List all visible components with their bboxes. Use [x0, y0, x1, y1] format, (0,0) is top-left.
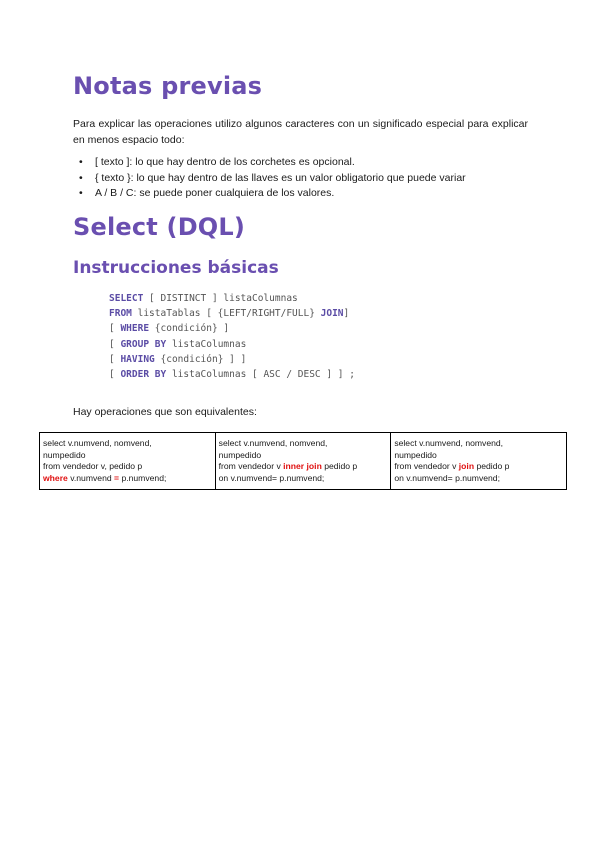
- code-text: {condición} ] ]: [154, 353, 247, 365]
- sql-keyword: HAVING: [120, 353, 155, 365]
- table-cell: [40, 433, 216, 490]
- cell-text: from vendedor v, pedido p: [43, 461, 143, 472]
- list-item-text: [ texto ]: lo que hay dentro de los corchetes es opcional.: [95, 156, 355, 168]
- code-line: [109, 306, 355, 321]
- comparison-table: [39, 432, 567, 490]
- code-line: [109, 352, 355, 367]
- cell-text: on v.numvend= p.numvend;: [218, 472, 325, 483]
- code-text: [: [109, 353, 121, 365]
- cell-line: numpedido: [394, 449, 437, 460]
- code-line: [109, 337, 355, 352]
- cell-line: select v.numvend, nomvend,: [43, 438, 152, 448]
- list-item: [73, 171, 466, 187]
- list-item: [73, 186, 466, 202]
- highlight-operator: =: [114, 472, 120, 483]
- cell-line: select v.numvend, nomvend,: [394, 438, 504, 448]
- code-text: listaColumnas: [166, 338, 247, 350]
- cell-text: on v.numvend= p.numvend;: [394, 472, 500, 483]
- table-row: [40, 433, 567, 490]
- code-line: [109, 367, 355, 382]
- code-line: [109, 321, 355, 336]
- bullet-icon: •: [79, 187, 83, 199]
- code-text: [ DISTINCT ] listaColumnas: [143, 293, 298, 304]
- code-text: [: [109, 338, 121, 350]
- table-cell: [391, 433, 567, 490]
- intro-paragraph: Para explicar las operaciones utilizo algunos caracteres con un significado especial para explicar en menos espacio todo:: [73, 118, 528, 146]
- cell-text: pedido p: [474, 461, 510, 472]
- cell-text: p.numvend;: [119, 472, 167, 483]
- cell-line: [43, 473, 212, 485]
- cell-line: [394, 461, 563, 473]
- code-text: {condición} ]: [149, 323, 230, 335]
- code-text: ]: [343, 308, 350, 320]
- sql-keyword: GROUP BY: [120, 338, 167, 350]
- sql-syntax-block: [109, 291, 355, 382]
- cell-line: [219, 461, 388, 473]
- cell-text: from vendedor v: [394, 461, 459, 472]
- list-item: [73, 155, 466, 171]
- table-cell: [215, 433, 391, 490]
- highlight-keyword: inner join: [283, 461, 322, 472]
- sql-keyword: SELECT: [109, 293, 144, 304]
- cell-line: [43, 461, 212, 473]
- section-title-select: Select (DQL): [73, 213, 246, 241]
- highlight-keyword: where: [43, 472, 68, 483]
- sql-keyword: ORDER BY: [120, 369, 167, 381]
- cell-line: numpedido: [43, 449, 86, 460]
- code-text: listaTablas [ {LEFT/RIGHT/FULL}: [131, 308, 321, 320]
- highlight-keyword: join: [458, 461, 475, 472]
- bullet-icon: •: [79, 171, 83, 184]
- notation-list: [73, 155, 466, 202]
- list-item-text: { texto }: lo que hay dentro de las llaves es un valor obligatorio que puede variar: [95, 171, 466, 184]
- code-line: [109, 291, 355, 306]
- sql-keyword: WHERE: [120, 323, 150, 335]
- equivalents-text: Hay operaciones que son equivalentes:: [73, 406, 257, 418]
- cell-text: v.numvend: [67, 472, 115, 483]
- code-text: listaColumnas [ ASC / DESC ] ] ;: [166, 369, 355, 381]
- cell-line: [219, 473, 388, 485]
- sql-keyword: FROM: [109, 308, 132, 320]
- cell-line: select v.numvend, nomvend,: [218, 438, 328, 448]
- code-text: [: [109, 323, 121, 335]
- sql-keyword: JOIN: [320, 308, 344, 320]
- cell-text: from vendedor v: [218, 461, 284, 472]
- cell-text: pedido p: [321, 461, 358, 472]
- subsection-title: Instrucciones básicas: [73, 258, 279, 278]
- cell-line: [394, 473, 563, 485]
- cell-line: numpedido: [218, 449, 262, 460]
- section-title-notas: Notas previas: [73, 72, 263, 100]
- list-item-text: A / B / C: se puede poner cualquiera de los valores.: [95, 187, 335, 199]
- code-text: [: [109, 369, 121, 381]
- bullet-icon: •: [79, 156, 83, 168]
